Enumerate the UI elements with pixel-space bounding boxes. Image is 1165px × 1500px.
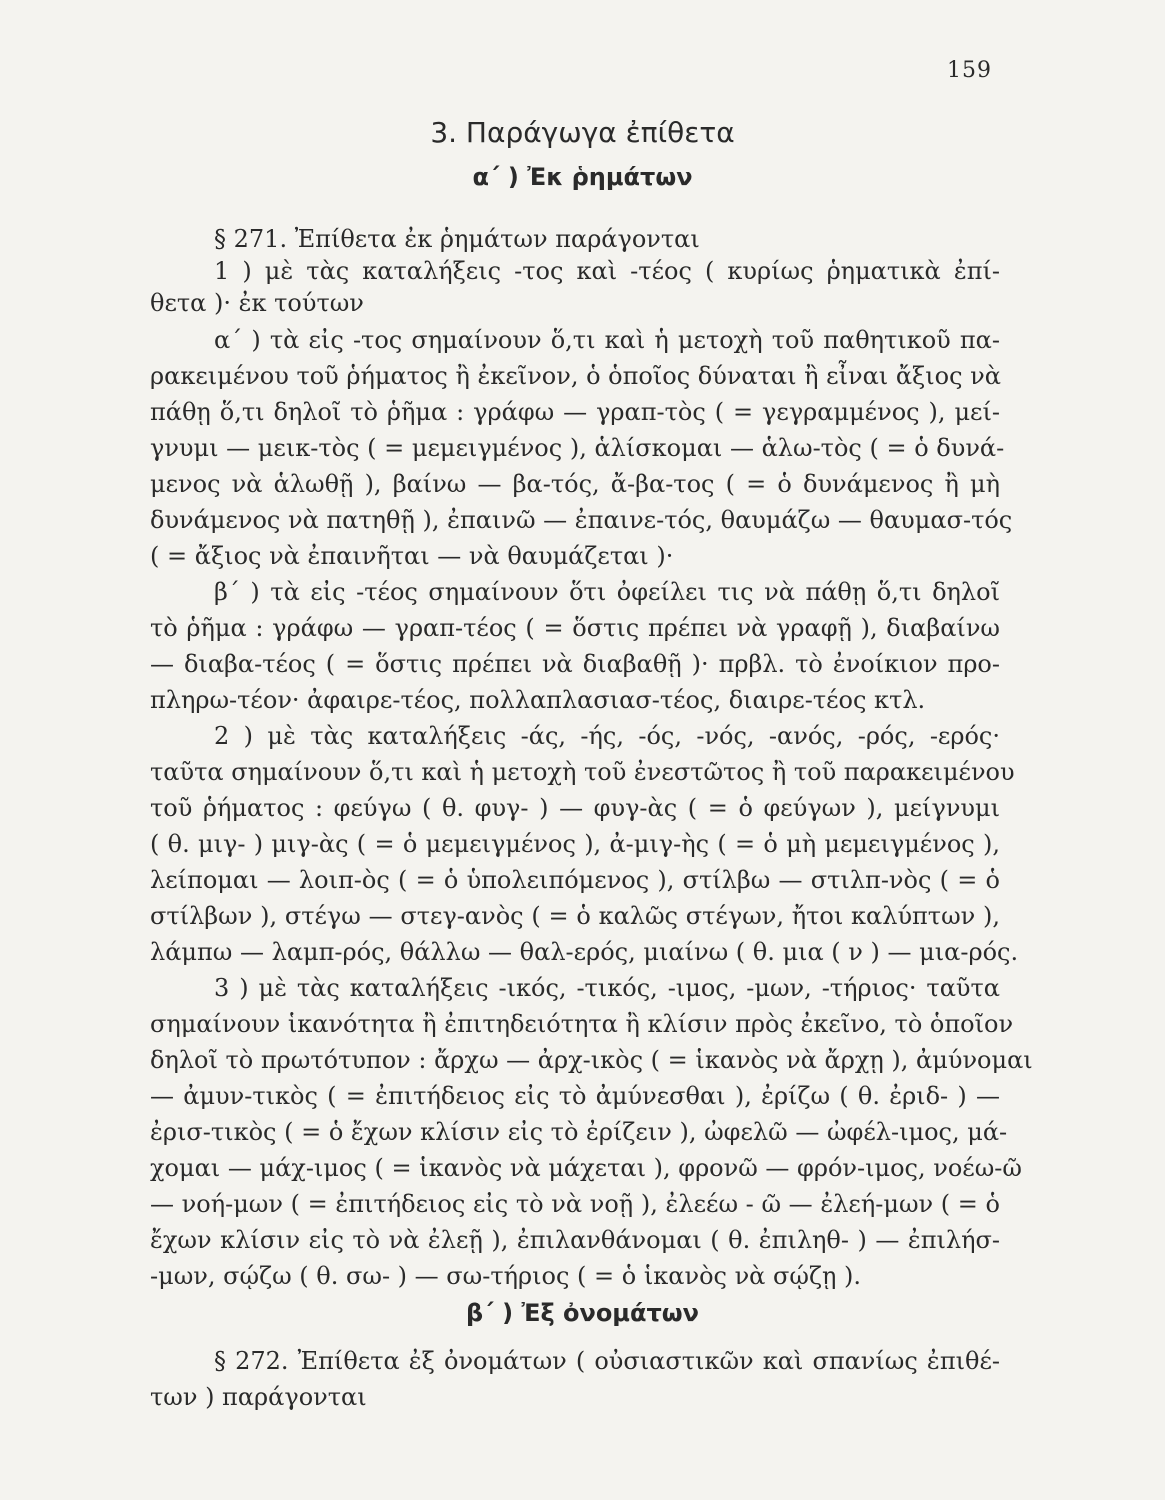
text-line: ρακειμένου τοῦ ῥήματος ἢ ἐκεῖνον, ὁ ὁποῖος δύναται ἢ εἶναι ἄξιος νὰ [150,362,1001,390]
text-line: λάμπω — λαμπ-ρός, θάλλω — θαλ-ερός, μιαίνω ( θ. μια ( ν ) — μια-ρός. [150,938,1019,966]
text-line: μενος νὰ ἁλωθῇ ), βαίνω — βα-τός, ἄ-βα-τος ( = ὁ δυνάμενος ἢ μὴ [150,470,1000,498]
text-line: δυνάμενος νὰ πατηθῇ ), ἐπαινῶ — ἐπαινε-τός, θαυμάζω — θαυμασ-τός [150,506,1013,534]
text-line: § 271. Ἐπίθετα ἐκ ῥημάτων παράγονται [214,225,700,253]
subsection-heading-a: α΄ ) Ἐκ ῥημάτων [472,163,693,191]
text-line: ἔχων κλίσιν εἰς τὸ νὰ ἐλεῇ ), ἐπιλανθάνομαι ( θ. ἐπιληθ- ) — ἐπιλήσ- [150,1226,1000,1254]
page-number: 159 [947,58,992,83]
text-line: — ἀμυν-τικὸς ( = ἐπιτήδειος εἰς τὸ ἀμύνεσθαι ), ἐρίζω ( θ. ἐριδ- ) — [150,1082,1000,1110]
text-line: πάθῃ ὅ,τι δηλοῖ τὸ ῥῆμα : γράφω — γραπ-τὸς ( = γεγραμμένος ), μεί- [150,398,1000,426]
text-line: — διαβα-τέος ( = ὅστις πρέπει νὰ διαβαθῇ )· πρβλ. τὸ ἐνοίκιον προ- [150,650,1000,678]
text-line: -μων, σῴζω ( θ. σω- ) — σω-τήριος ( = ὁ ἱκανὸς νὰ σῴζῃ ). [150,1262,861,1290]
section-heading: 3. Παράγωγα ἐπίθετα [430,116,735,149]
text-line: 2 ) μὲ τὰς καταλήξεις -άς, -ής, -ός, -νός, -ανός, -ρός, -ερός· [214,722,1000,750]
text-line: θετα )· ἐκ τούτων [150,289,364,317]
text-line: γνυμι — μεικ-τὸς ( = μεμειγμένος ), ἁλίσκομαι — ἁλω-τὸς ( = ὁ δυνά- [150,434,1005,462]
text-line: α΄ ) τὰ εἰς -τος σημαίνουν ὅ,τι καὶ ἡ μετοχὴ τοῦ παθητικοῦ πα- [214,326,1000,354]
text-line: § 272. Ἐπίθετα ἐξ ὀνομάτων ( οὐσιαστικῶν καὶ σπανίως ἐπιθέ- [214,1347,1000,1375]
text-line: β΄ ) τὰ εἰς -τέος σημαίνουν ὅτι ὀφείλει τις νὰ πάθῃ ὅ,τι δηλοῖ [214,578,1000,606]
text-line: των ) παράγονται [150,1383,367,1411]
text-line: λείπομαι — λοιπ-ὸς ( = ὁ ὑπολειπόμενος ), στίλβω — στιλπ-νὸς ( = ὁ [150,866,1000,894]
subsection-heading-b: β΄ ) Ἐξ ὀνομάτων [466,1299,699,1327]
text-line: σημαίνουν ἱκανότητα ἢ ἐπιτηδειότητα ἢ κλίσιν πρὸς ἐκεῖνο, τὸ ὁποῖον [150,1010,1014,1038]
text-line: τὸ ῥῆμα : γράφω — γραπ-τέος ( = ὅστις πρέπει νὰ γραφῇ ), διαβαίνω [150,614,1000,642]
text-line: ( θ. μιγ- ) μιγ-ὰς ( = ὁ μεμειγμένος ), ἀ-μιγ-ὴς ( = ὁ μὴ μεμειγμένος ), [150,830,1000,858]
text-line: ( = ἄξιος νὰ ἐπαινῆται — νὰ θαυμάζεται )· [150,542,674,570]
text-line: 3 ) μὲ τὰς καταλήξεις -ικός, -τικός, -ιμος, -μων, -τήριος· ταῦτα [214,974,1000,1002]
text-line: δηλοῖ τὸ πρωτότυπον : ἄρχω — ἀρχ-ικὸς ( = ἱκανὸς νὰ ἄρχῃ ), ἀμύνομαι [150,1046,1033,1074]
text-line: ταῦτα σημαίνουν ὅ,τι καὶ ἡ μετοχὴ τοῦ ἐνεστῶτος ἢ τοῦ παρακειμένου [150,758,1015,786]
text-line: τοῦ ῥήματος : φεύγω ( θ. φυγ- ) — φυγ-ὰς ( = ὁ φεύγων ), μείγνυμι [150,794,1000,822]
text-line: — νοή-μων ( = ἐπιτήδειος εἰς τὸ νὰ νοῇ ), ἐλεέω - ῶ — ἐλεή-μων ( = ὁ [150,1190,1000,1218]
text-line: χομαι — μάχ-ιμος ( = ἱκανὸς νὰ μάχεται ), φρονῶ — φρόν-ιμος, νοέω-ῶ [150,1154,1022,1182]
text-line: πληρω-τέον· ἀφαιρε-τέος, πολλαπλασιασ-τέος, διαιρε-τέος κτλ. [150,686,926,714]
text-line: 1 ) μὲ τὰς καταλήξεις -τος καὶ -τέος ( κυρίως ῥηματικὰ ἐπί- [214,257,1000,285]
text-line: ἐρισ-τικὸς ( = ὁ ἔχων κλίσιν εἰς τὸ ἐρίζειν ), ὠφελῶ — ὠφέλ-ιμος, μά- [150,1118,1008,1146]
text-line: στίλβων ), στέγω — στεγ-ανὸς ( = ὁ καλῶς στέγων, ἤτοι καλύπτων ), [150,902,1000,930]
